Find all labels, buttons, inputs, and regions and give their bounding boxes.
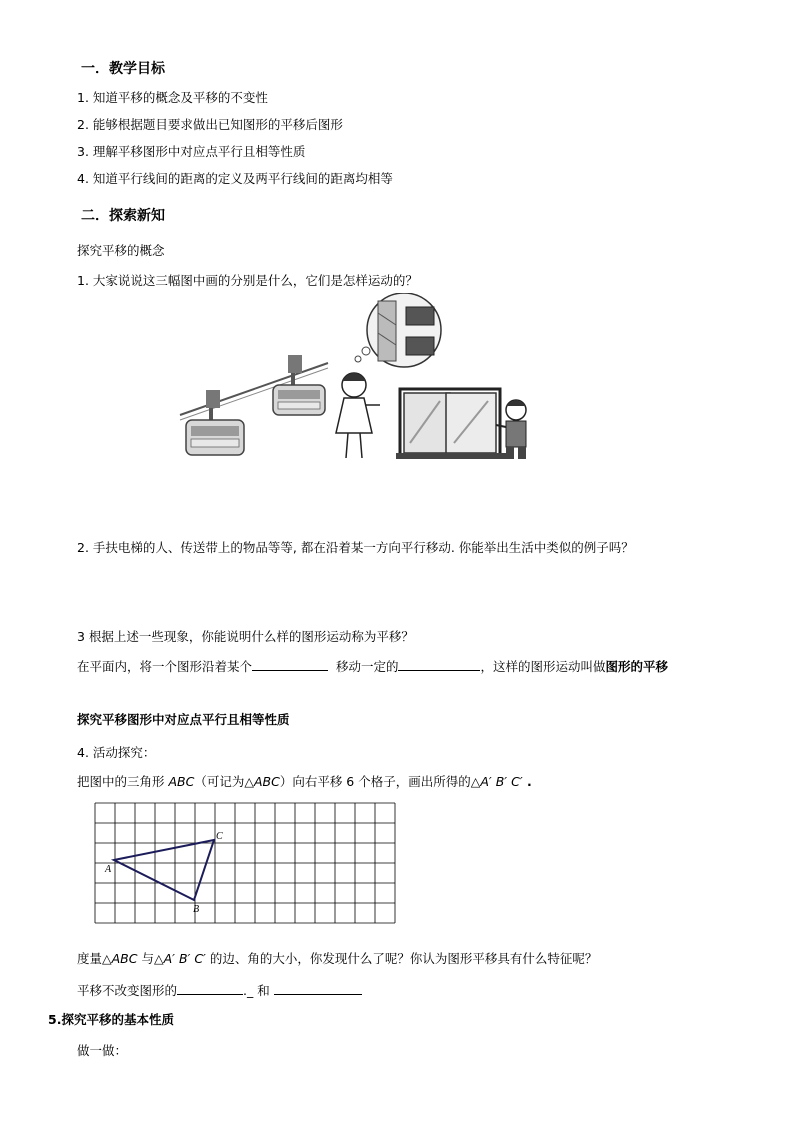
measure-abc-prime: A′ B′ C′ xyxy=(163,951,206,966)
measure-abc: ABC xyxy=(111,951,138,966)
question-1: 1. 大家说说这三幅图中画的分别是什么，它们是怎样运动的？ xyxy=(77,273,418,288)
girl-icon xyxy=(336,373,380,458)
measure-text-1: 度量△ xyxy=(77,951,112,966)
grid-triangle-figure xyxy=(94,802,396,924)
blank-invariant-2[interactable] xyxy=(274,981,362,995)
sliding-window-icon xyxy=(396,389,506,459)
task-text-2: （可记为△ xyxy=(194,774,254,789)
invariant-text-1: 平移不改变图形的 xyxy=(77,983,178,998)
blank-distance[interactable] xyxy=(398,657,480,671)
task-end: . xyxy=(522,774,532,789)
blank-direction[interactable] xyxy=(252,657,328,671)
objective-item-1: 1. 知道平移的概念及平移的不变性 xyxy=(77,90,268,105)
definition-part2: 移动一定的 xyxy=(335,659,399,674)
objective-item-3: 3. 理解平移图形中对应点平行且相等性质 xyxy=(77,144,306,159)
task-text-1: 把图中的三角形 xyxy=(77,774,169,789)
measure-line xyxy=(77,951,597,967)
label-b: B xyxy=(193,904,200,915)
section-heading-property: 探究平移图形中对应点平行且相等性质 xyxy=(77,712,290,727)
invariant-line xyxy=(77,981,362,999)
invariant-text-2: ._ 和 xyxy=(243,983,270,998)
objective-item-2: 2. 能够根据题目要求做出已知图形的平移后图形 xyxy=(77,117,343,132)
definition-part3: ，这样的图形运动叫做 xyxy=(480,659,606,674)
subtitle-translation-concept: 探究平移的概念 xyxy=(77,243,165,258)
triangle-abc xyxy=(114,840,214,900)
cable-car-icon xyxy=(186,390,244,455)
label-c: C xyxy=(216,831,223,842)
motion-illustration xyxy=(178,293,538,473)
section-heading-objectives: 一．教学目标 xyxy=(81,61,165,77)
definition-line xyxy=(77,657,668,675)
definition-term: 图形的平移 xyxy=(605,659,669,674)
task-abc-1: ABC xyxy=(168,774,195,789)
cable-car-icon xyxy=(273,355,325,415)
do-it-label: 做一做： xyxy=(77,1043,128,1058)
task-line xyxy=(77,774,532,790)
blank-invariant-1[interactable] xyxy=(177,981,243,995)
label-a: A xyxy=(105,864,112,875)
question-3: 3 根据上述一些现象，你能说明什么样的图形运动称为平移？ xyxy=(77,629,414,644)
task-abc-prime: A′ B′ C′ xyxy=(480,774,523,789)
definition-part1: 在平面内，将一个图形沿着某个 xyxy=(77,659,253,674)
section-heading-explore: 二．探索新知 xyxy=(81,208,165,224)
section-heading-basic-property: 5.探究平移的基本性质 xyxy=(48,1012,174,1027)
task-abc-2: ABC xyxy=(253,774,280,789)
thought-bubble-icon xyxy=(355,293,441,367)
question-2: 2. 手扶电梯的人、传送带上的物品等等, 都在沿着某一方向平行移动. 你能举出生活中类似的例子吗？ xyxy=(77,540,634,555)
measure-text-3: 的边、角的大小，你发现什么了呢？你认为图形平移具有什么特征呢？ xyxy=(205,951,598,966)
question-4: 4. 活动探究： xyxy=(77,745,156,760)
task-text-3: ）向右平移 6 个格子，画出所得的△ xyxy=(279,774,481,789)
objective-item-4: 4. 知道平行线间的距离的定义及两平行线间的距离均相等 xyxy=(77,171,393,186)
measure-text-2: 与△ xyxy=(137,951,164,966)
